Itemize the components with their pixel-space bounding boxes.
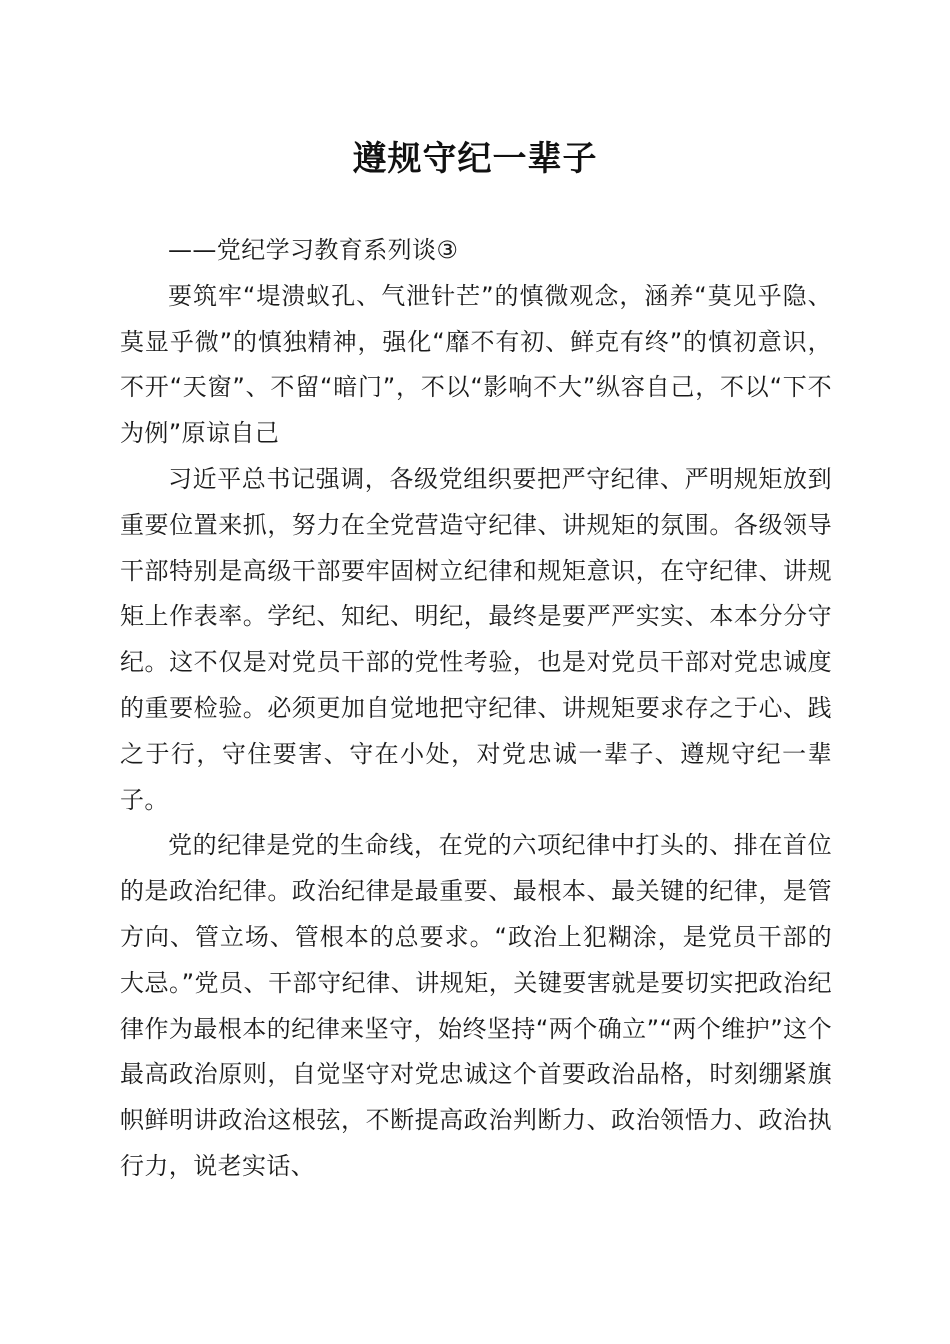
document-body: [120, 228, 832, 1190]
document-title: 遵规守纪一辈子: [352, 139, 598, 179]
subtitle: ——党纪学习教育系列谈③: [168, 236, 459, 264]
paragraph-lead: 要筑牢“堤溃蚁孔、气泄针芒”的慎微观念，涵养“莫见乎隐、莫显乎微”的慎独精神，强化“靡不有初、鲜克有终”的慎初意识，不开“天窗”、不留“暗门”，不以“影响不大”纵容自己，不以“下不为例”原谅自己: [120, 281, 832, 448]
paragraph: 党的纪律是党的生命线，在党的六项纪律中打头的、排在首位的是政治纪律。政治纪律是最重要、最根本、最关键的纪律，是管方向、管立场、管根本的总要求。“政治上犯糊涂，是党员干部的大忌。”党员、干部守纪律、讲规矩，关键要害就是要切实把政治纪律作为最根本的纪律来坚守，始终坚持“两个确立”“两个维护”这个最高政治原则，自觉坚守对党忠诚这个首要政治品格，时刻绷紧旗帜鲜明讲政治这根弦，不断提高政治判断力、政治领悟力、政治执行力，说老实话、: [120, 831, 832, 1180]
paragraph: 习近平总书记强调，各级党组织要把严守纪律、严明规矩放到重要位置来抓，努力在全党营造守纪律、讲规矩的氛围。各级领导干部特别是高级干部要牢固树立纪律和规矩意识，在守纪律、讲规矩上作表率。学纪、知纪、明纪，最终是要严严实实、本本分分守纪。这不仅是对党员干部的党性考验，也是对党员干部对党忠诚度的重要检验。必须更加自觉地把守纪律、讲规矩要求存之于心、践之于行，守住要害、守在小处，对党忠诚一辈子、遵规守纪一辈子。: [120, 464, 832, 814]
